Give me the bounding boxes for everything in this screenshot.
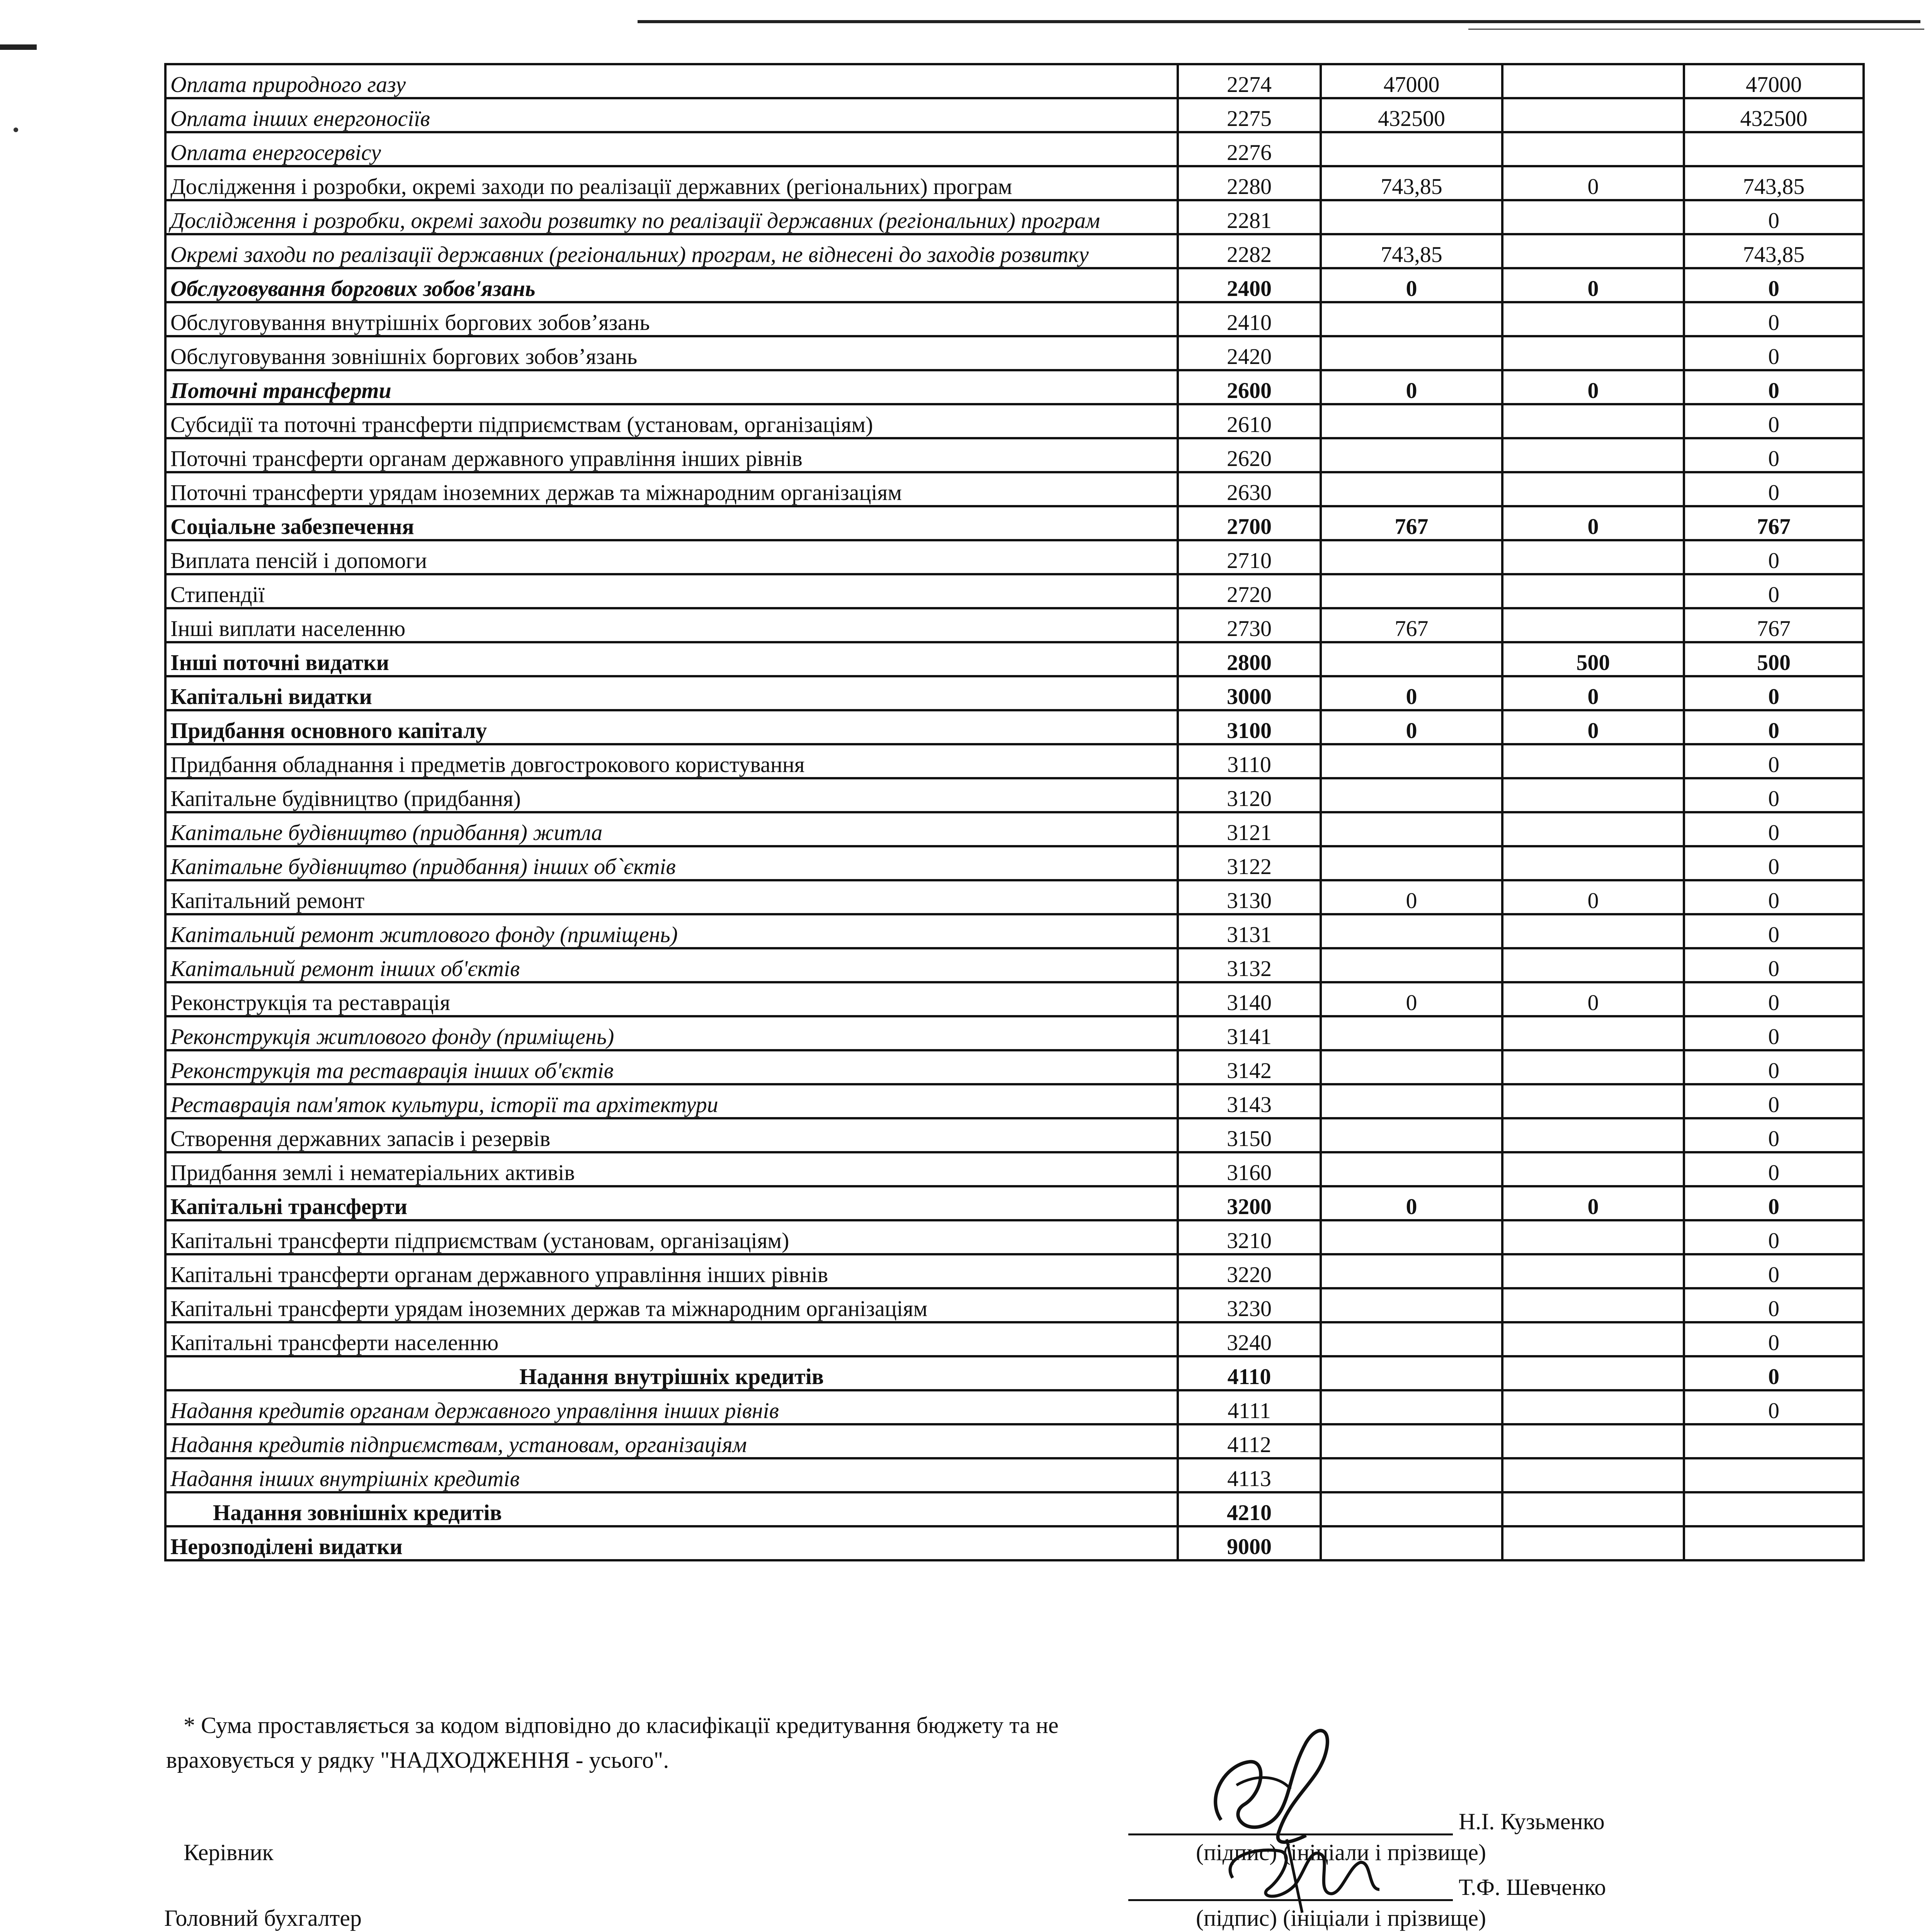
row-value-general: 0 — [1321, 710, 1502, 744]
row-value-total: 0 — [1684, 404, 1864, 438]
row-name: Реставрація пам'яток культури, історії та архітектури — [165, 1084, 1178, 1118]
row-value-special — [1502, 1084, 1684, 1118]
row-value-total: 432500 — [1684, 98, 1864, 132]
row-value-total: 0 — [1684, 1322, 1864, 1356]
table-row — [165, 64, 1864, 98]
row-value-special — [1502, 132, 1684, 166]
table-row — [165, 1254, 1864, 1288]
expenses-table — [164, 63, 1865, 1561]
row-value-total: 743,85 — [1684, 166, 1864, 200]
row-code: 2274 — [1178, 64, 1321, 98]
row-value-general — [1321, 1526, 1502, 1560]
row-code: 2420 — [1178, 336, 1321, 370]
row-code: 3121 — [1178, 812, 1321, 846]
row-value-special — [1502, 1220, 1684, 1254]
row-name: Окремі заходи по реалізації державних (регіональних) програм, не віднесені до заходів розвитку — [165, 234, 1178, 268]
row-value-special — [1502, 200, 1684, 234]
row-value-general: 743,85 — [1321, 234, 1502, 268]
row-code: 3132 — [1178, 948, 1321, 982]
row-value-special — [1502, 1390, 1684, 1424]
row-value-general — [1321, 846, 1502, 880]
row-value-general — [1321, 1118, 1502, 1152]
row-code: 3100 — [1178, 710, 1321, 744]
row-value-general — [1321, 1254, 1502, 1288]
row-value-general — [1321, 1220, 1502, 1254]
table-row — [165, 1186, 1864, 1220]
table-row — [165, 506, 1864, 540]
row-name: Оплата природного газу — [165, 64, 1178, 98]
row-code: 4210 — [1178, 1492, 1321, 1526]
row-value-special — [1502, 98, 1684, 132]
row-value-general: 0 — [1321, 982, 1502, 1016]
row-value-total — [1684, 1526, 1864, 1560]
row-code: 4111 — [1178, 1390, 1321, 1424]
row-value-total: 0 — [1684, 1152, 1864, 1186]
row-value-general: 0 — [1321, 268, 1502, 302]
row-value-total: 0 — [1684, 574, 1864, 608]
row-value-special — [1502, 1016, 1684, 1050]
row-code: 2410 — [1178, 302, 1321, 336]
row-name: Нерозподілені видатки — [165, 1526, 1178, 1560]
scan-dot — [14, 128, 18, 132]
row-name: Реконструкція та реставрація інших об'єктів — [165, 1050, 1178, 1084]
row-code: 4113 — [1178, 1458, 1321, 1492]
table-row — [165, 1322, 1864, 1356]
row-value-special — [1502, 1050, 1684, 1084]
row-code: 3130 — [1178, 880, 1321, 914]
row-name: Стипендії — [165, 574, 1178, 608]
row-value-special — [1502, 1356, 1684, 1390]
table-row — [165, 1050, 1864, 1084]
row-name: Капітальні трансферти — [165, 1186, 1178, 1220]
row-value-special — [1502, 1424, 1684, 1458]
row-value-total: 0 — [1684, 370, 1864, 404]
row-value-total: 0 — [1684, 676, 1864, 710]
table-row — [165, 642, 1864, 676]
row-name: Реконструкція та реставрація — [165, 982, 1178, 1016]
row-value-total: 767 — [1684, 608, 1864, 642]
row-value-general: 47000 — [1321, 64, 1502, 98]
table-row — [165, 1220, 1864, 1254]
row-value-general — [1321, 812, 1502, 846]
row-value-general — [1321, 1322, 1502, 1356]
table-row — [165, 1356, 1864, 1390]
row-value-general — [1321, 778, 1502, 812]
row-value-general — [1321, 302, 1502, 336]
row-name: Оплата інших енергоносіїв — [165, 98, 1178, 132]
footnote-credit: * Сума проставляється за кодом відповідно до класифікації кредитування бюджету та не враховується у рядку "НАДХОДЖЕННЯ - усього". — [166, 1713, 1059, 1773]
table-row — [165, 132, 1864, 166]
accountant-signature — [1206, 1824, 1406, 1924]
row-value-special — [1502, 540, 1684, 574]
row-value-total — [1684, 1458, 1864, 1492]
row-name: Капітальні трансферти підприємствам (установам, організаціям) — [165, 1220, 1178, 1254]
row-value-general: 432500 — [1321, 98, 1502, 132]
top-border-line-thin — [1468, 29, 1924, 30]
row-code: 3230 — [1178, 1288, 1321, 1322]
row-value-total — [1684, 132, 1864, 166]
row-name: Надання кредитів підприємствам, установам, організаціям — [165, 1424, 1178, 1458]
row-code: 3142 — [1178, 1050, 1321, 1084]
row-name: Капітальні трансферти органам державного управління інших рівнів — [165, 1254, 1178, 1288]
row-value-special — [1502, 948, 1684, 982]
row-value-general — [1321, 472, 1502, 506]
row-value-special — [1502, 914, 1684, 948]
row-value-special — [1502, 1254, 1684, 1288]
row-value-total: 0 — [1684, 914, 1864, 948]
row-name: Капітальне будівництво (придбання) інших об`єктів — [165, 846, 1178, 880]
table-row — [165, 744, 1864, 778]
row-code: 2610 — [1178, 404, 1321, 438]
accountant-signature-caption: (підпис) (ініціали і прізвище) — [1196, 1905, 1486, 1931]
row-code: 3220 — [1178, 1254, 1321, 1288]
row-value-special — [1502, 778, 1684, 812]
row-value-special — [1502, 1526, 1684, 1560]
row-code: 3210 — [1178, 1220, 1321, 1254]
row-value-special: 0 — [1502, 166, 1684, 200]
table-row — [165, 200, 1864, 234]
row-name: Капітальний ремонт інших об'єктів — [165, 948, 1178, 982]
row-value-total: 0 — [1684, 336, 1864, 370]
row-code: 3143 — [1178, 1084, 1321, 1118]
row-name: Капітальний ремонт житлового фонду (приміщень) — [165, 914, 1178, 948]
table-row — [165, 710, 1864, 744]
row-code: 2730 — [1178, 608, 1321, 642]
row-value-special — [1502, 302, 1684, 336]
accountant-name: Т.Ф. Шевченко — [1459, 1874, 1606, 1900]
top-border-line — [638, 20, 1920, 23]
table-row — [165, 472, 1864, 506]
row-value-special — [1502, 812, 1684, 846]
row-name: Надання інших внутрішніх кредитів — [165, 1458, 1178, 1492]
row-code: 3120 — [1178, 778, 1321, 812]
row-code: 3122 — [1178, 846, 1321, 880]
row-value-general — [1321, 1016, 1502, 1050]
row-code: 3160 — [1178, 1152, 1321, 1186]
row-value-special — [1502, 1288, 1684, 1322]
row-value-total: 0 — [1684, 268, 1864, 302]
row-value-total: 0 — [1684, 438, 1864, 472]
row-name: Обслуговування внутрішніх боргових зобов’язань — [165, 302, 1178, 336]
row-value-total: 743,85 — [1684, 234, 1864, 268]
row-value-total — [1684, 1424, 1864, 1458]
table-row — [165, 234, 1864, 268]
row-value-general — [1321, 1288, 1502, 1322]
row-value-general — [1321, 132, 1502, 166]
row-value-special — [1502, 1118, 1684, 1152]
row-code: 2630 — [1178, 472, 1321, 506]
row-code: 2700 — [1178, 506, 1321, 540]
row-value-total: 47000 — [1684, 64, 1864, 98]
row-value-total: 0 — [1684, 302, 1864, 336]
row-code: 2275 — [1178, 98, 1321, 132]
row-value-total: 0 — [1684, 1220, 1864, 1254]
row-code: 2720 — [1178, 574, 1321, 608]
row-value-general: 767 — [1321, 506, 1502, 540]
row-value-special — [1502, 1492, 1684, 1526]
row-value-general — [1321, 914, 1502, 948]
row-value-special — [1502, 574, 1684, 608]
table-row — [165, 1492, 1864, 1526]
row-value-general — [1321, 540, 1502, 574]
row-value-total: 0 — [1684, 1254, 1864, 1288]
table-row — [165, 574, 1864, 608]
row-value-total: 0 — [1684, 846, 1864, 880]
row-value-total: 0 — [1684, 1118, 1864, 1152]
row-code: 4110 — [1178, 1356, 1321, 1390]
row-value-total: 0 — [1684, 812, 1864, 846]
row-code: 3141 — [1178, 1016, 1321, 1050]
row-code: 2282 — [1178, 234, 1321, 268]
table-row — [165, 1458, 1864, 1492]
row-value-total: 500 — [1684, 642, 1864, 676]
table-row — [165, 608, 1864, 642]
row-name: Виплата пенсій і допомоги — [165, 540, 1178, 574]
row-code: 2281 — [1178, 200, 1321, 234]
row-name: Капітальний ремонт — [165, 880, 1178, 914]
row-value-general: 743,85 — [1321, 166, 1502, 200]
row-code: 3131 — [1178, 914, 1321, 948]
expenses-table-body — [165, 64, 1864, 1560]
row-value-general — [1321, 1390, 1502, 1424]
row-name: Обслуговування зовнішніх боргових зобов’язань — [165, 336, 1178, 370]
row-value-general — [1321, 404, 1502, 438]
row-value-special — [1502, 608, 1684, 642]
table-row — [165, 676, 1864, 710]
row-value-general — [1321, 1356, 1502, 1390]
row-name: Капітальні видатки — [165, 676, 1178, 710]
row-value-special: 0 — [1502, 710, 1684, 744]
table-row — [165, 812, 1864, 846]
row-value-general — [1321, 744, 1502, 778]
row-name: Реконструкція житлового фонду (приміщень) — [165, 1016, 1178, 1050]
row-code: 2280 — [1178, 166, 1321, 200]
row-value-total: 0 — [1684, 1356, 1864, 1390]
table-row — [165, 438, 1864, 472]
row-name: Створення державних запасів і резервів — [165, 1118, 1178, 1152]
row-value-special — [1502, 472, 1684, 506]
row-code: 2400 — [1178, 268, 1321, 302]
row-code: 3240 — [1178, 1322, 1321, 1356]
row-value-special — [1502, 234, 1684, 268]
table-row — [165, 1016, 1864, 1050]
row-value-total: 767 — [1684, 506, 1864, 540]
row-value-total: 0 — [1684, 710, 1864, 744]
row-value-general — [1321, 438, 1502, 472]
row-name: Дослідження і розробки, окремі заходи по реалізації державних (регіональних) програм — [165, 166, 1178, 200]
row-value-total: 0 — [1684, 1186, 1864, 1220]
row-name: Капітальні трансферти населенню — [165, 1322, 1178, 1356]
table-row — [165, 1152, 1864, 1186]
row-name: Надання зовнішніх кредитів — [165, 1492, 1178, 1526]
row-value-total: 0 — [1684, 1084, 1864, 1118]
table-row — [165, 370, 1864, 404]
row-value-general — [1321, 200, 1502, 234]
row-value-general: 767 — [1321, 608, 1502, 642]
head-role: Керівник — [184, 1840, 274, 1865]
table-row — [165, 1084, 1864, 1118]
row-value-total — [1684, 1492, 1864, 1526]
row-value-total: 0 — [1684, 1016, 1864, 1050]
table-row — [165, 98, 1864, 132]
row-value-general — [1321, 1084, 1502, 1118]
head-name: Н.І. Кузьменко — [1459, 1809, 1605, 1834]
row-value-special: 0 — [1502, 1186, 1684, 1220]
row-code: 4112 — [1178, 1424, 1321, 1458]
row-name: Поточні трансферти органам державного управління інших рівнів — [165, 438, 1178, 472]
row-value-special: 500 — [1502, 642, 1684, 676]
row-value-special — [1502, 404, 1684, 438]
table-row — [165, 166, 1864, 200]
row-value-special — [1502, 846, 1684, 880]
row-code: 2620 — [1178, 438, 1321, 472]
row-name: Придбання землі і нематеріальних активів — [165, 1152, 1178, 1186]
row-code: 9000 — [1178, 1526, 1321, 1560]
row-name: Обслуговування боргових зобов'язань — [165, 268, 1178, 302]
row-value-special: 0 — [1502, 370, 1684, 404]
table-row — [165, 1526, 1864, 1560]
row-value-general — [1321, 1492, 1502, 1526]
table-row — [165, 1424, 1864, 1458]
row-name: Надання кредитів органам державного управління інших рівнів — [165, 1390, 1178, 1424]
row-value-general — [1321, 1152, 1502, 1186]
row-value-special: 0 — [1502, 982, 1684, 1016]
row-code: 3110 — [1178, 744, 1321, 778]
row-name: Капітальне будівництво (придбання) житла — [165, 812, 1178, 846]
row-value-special — [1502, 1458, 1684, 1492]
row-name: Капітальні трансферти урядам іноземних держав та міжнародним організаціям — [165, 1288, 1178, 1322]
row-value-special: 0 — [1502, 506, 1684, 540]
row-value-total: 0 — [1684, 1288, 1864, 1322]
row-value-special: 0 — [1502, 880, 1684, 914]
row-name: Оплата енергосервісу — [165, 132, 1178, 166]
table-row — [165, 880, 1864, 914]
row-name: Придбання основного капіталу — [165, 710, 1178, 744]
row-name: Надання внутрішніх кредитів — [165, 1356, 1178, 1390]
table-row — [165, 336, 1864, 370]
row-value-total: 0 — [1684, 540, 1864, 574]
row-value-general — [1321, 1458, 1502, 1492]
row-name: Капітальне будівництво (придбання) — [165, 778, 1178, 812]
row-value-special — [1502, 744, 1684, 778]
table-row — [165, 404, 1864, 438]
table-row — [165, 948, 1864, 982]
row-value-general — [1321, 1424, 1502, 1458]
row-value-total: 0 — [1684, 880, 1864, 914]
table-row — [165, 846, 1864, 880]
row-value-general — [1321, 1050, 1502, 1084]
table-row — [165, 1390, 1864, 1424]
row-value-total: 0 — [1684, 1390, 1864, 1424]
row-value-total: 0 — [1684, 1050, 1864, 1084]
row-value-general: 0 — [1321, 880, 1502, 914]
head-signature-caption: (підпис) (ініціали і прізвище) — [1196, 1840, 1486, 1865]
row-value-total: 0 — [1684, 744, 1864, 778]
row-value-general — [1321, 642, 1502, 676]
row-code: 2710 — [1178, 540, 1321, 574]
row-code: 2800 — [1178, 642, 1321, 676]
row-value-special — [1502, 64, 1684, 98]
row-value-total: 0 — [1684, 982, 1864, 1016]
table-row — [165, 1288, 1864, 1322]
row-value-total: 0 — [1684, 778, 1864, 812]
table-row — [165, 778, 1864, 812]
table-row — [165, 268, 1864, 302]
row-code: 3200 — [1178, 1186, 1321, 1220]
row-name: Поточні трансферти — [165, 370, 1178, 404]
row-value-special — [1502, 1152, 1684, 1186]
row-name: Субсидії та поточні трансферти підприємствам (установам, організаціям) — [165, 404, 1178, 438]
row-name: Дослідження і розробки, окремі заходи розвитку по реалізації державних (регіональних) програм — [165, 200, 1178, 234]
table-row — [165, 982, 1864, 1016]
row-value-special — [1502, 1322, 1684, 1356]
row-value-special: 0 — [1502, 676, 1684, 710]
row-value-general: 0 — [1321, 370, 1502, 404]
table-row — [165, 914, 1864, 948]
accountant-role: Головний бухгалтер — [164, 1905, 362, 1931]
row-name: Інші поточні видатки — [165, 642, 1178, 676]
row-value-special: 0 — [1502, 268, 1684, 302]
row-name: Соціальне забезпечення — [165, 506, 1178, 540]
row-value-total: 0 — [1684, 948, 1864, 982]
table-row — [165, 302, 1864, 336]
table-row — [165, 540, 1864, 574]
row-value-general — [1321, 574, 1502, 608]
row-code: 2276 — [1178, 132, 1321, 166]
corner-mark — [0, 44, 37, 50]
row-value-general — [1321, 336, 1502, 370]
row-value-general — [1321, 948, 1502, 982]
row-name: Поточні трансферти урядам іноземних держав та міжнародним організаціям — [165, 472, 1178, 506]
row-code: 3140 — [1178, 982, 1321, 1016]
table-row — [165, 1118, 1864, 1152]
row-value-special — [1502, 336, 1684, 370]
row-value-special — [1502, 438, 1684, 472]
row-value-total: 0 — [1684, 472, 1864, 506]
row-value-general: 0 — [1321, 1186, 1502, 1220]
row-value-general: 0 — [1321, 676, 1502, 710]
row-code: 3000 — [1178, 676, 1321, 710]
row-code: 2600 — [1178, 370, 1321, 404]
row-name: Придбання обладнання і предметів довгострокового користування — [165, 744, 1178, 778]
row-value-total: 0 — [1684, 200, 1864, 234]
row-name: Інші виплати населенню — [165, 608, 1178, 642]
row-code: 3150 — [1178, 1118, 1321, 1152]
